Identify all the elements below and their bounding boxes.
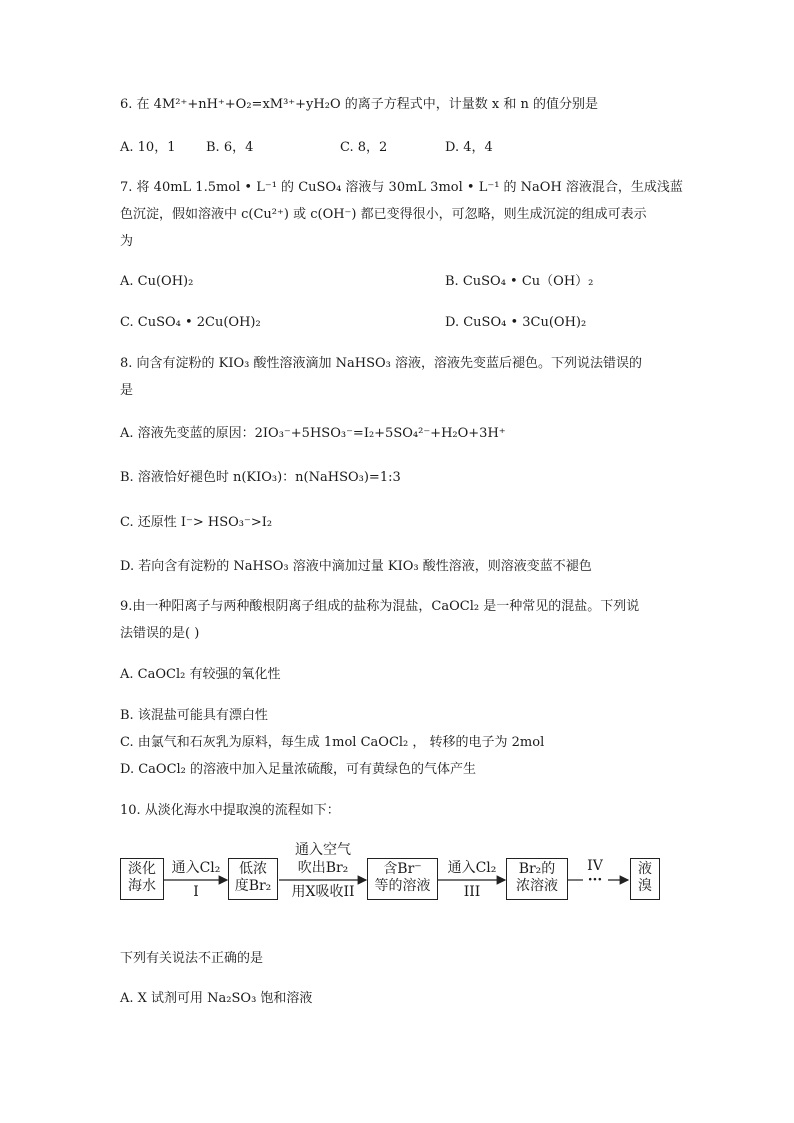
flow-arrow-4-dots: ···: [587, 872, 603, 888]
q10-question: 下列有关说法不正确的是: [120, 951, 264, 966]
flow-arrow-2-top-label-1: 通入空气: [295, 842, 351, 858]
q8-option-a: A. 溶液先变蓝的原因：2IO₃⁻+5HSO₃⁻=I₂+5SO₄²⁻+H₂O+3H⁺: [120, 426, 506, 441]
q9-option-b: B. 该混盐可能具有漂白性: [120, 708, 268, 723]
flow-box-5-line1: 液: [638, 861, 652, 877]
flow-box-3-line1: 含Br⁻: [383, 861, 422, 877]
flow-box-liquid-bromine: [630, 858, 660, 900]
q7-option-a: A. Cu(OH)₂: [120, 274, 194, 289]
q6-option-d: D. 4，4: [445, 140, 493, 155]
bromine-extraction-flowchart: [120, 840, 665, 910]
q6-option-c: C. 8，2: [340, 140, 388, 155]
flow-arrow-1-top-label: 通入Cl₂: [171, 860, 221, 876]
flow-box-5-line2: 溴: [638, 878, 652, 894]
q7-option-d: D. CuSO₄ • 3Cu(OH)₂: [445, 315, 587, 330]
flow-arrow-3-top-label: 通入Cl₂: [447, 860, 497, 876]
flow-box-conc-bromine-solution: [506, 858, 568, 900]
flow-box-4-line1: Br₂的: [518, 861, 556, 877]
flow-arrow-1-bottom-label: I: [193, 884, 199, 900]
flow-box-desalted-seawater: [120, 858, 164, 900]
flow-box-3-line2: 等的溶液: [374, 878, 431, 894]
q7-option-c: C. CuSO₄ • 2Cu(OH)₂: [120, 315, 261, 330]
q8-option-c: C. 还原性 I⁻> HSO₃⁻>I₂: [120, 515, 273, 530]
flow-box-2-line1: 低浓: [239, 861, 267, 877]
flow-box-bromide-solution: [367, 858, 438, 900]
flow-box-1-line1: 淡化: [128, 861, 156, 877]
flow-box-1-line2: 海水: [128, 878, 156, 894]
q9-stem-line2: 法错误的是( ): [120, 626, 200, 641]
q10-stem: 10. 从淡化海水中提取溴的流程如下：: [120, 803, 340, 818]
q8-option-d: D. 若向含有淀粉的 NaHSO₃ 溶液中滴加过量 KIO₃ 酸性溶液，则溶液变蓝不褪色: [120, 559, 592, 574]
flow-box-low-conc-bromine: [228, 858, 278, 900]
q9-option-d: D. CaOCl₂ 的溶液中加入足量浓硫酸，可有黄绿色的气体产生: [120, 762, 477, 777]
q6-option-b: B. 6，4: [206, 140, 254, 155]
q10-option-a: A. X 试剂可用 Na₂SO₃ 饱和溶液: [120, 991, 313, 1006]
q7-stem-line1: 7. 将 40mL 1.5mol • L⁻¹ 的 CuSO₄ 溶液与 30mL 3mol • L⁻¹ 的 NaOH 溶液混合，生成浅蓝: [120, 180, 683, 195]
q6-stem: 6. 在 4M²⁺+nH⁺+O₂=xM³⁺+yH₂O 的离子方程式中，计量数 x 和 n 的值分别是: [120, 97, 598, 112]
q8-stem-line2: 是: [120, 383, 134, 398]
q8-option-b: B. 溶液恰好褪色时 n(KIO₃)：n(NaHSO₃)=1:3: [120, 470, 401, 485]
flow-box-4-line2: 浓溶液: [516, 878, 558, 894]
q9-option-c: C. 由氯气和石灰乳为原料，每生成 1mol CaOCl₂ ， 转移的电子为 2mol: [120, 735, 545, 750]
flow-arrow-4-top-label: IV: [587, 858, 603, 874]
q9-option-a: A. CaOCl₂ 有较强的氧化性: [120, 667, 281, 682]
flow-arrow-3-bottom-label: III: [463, 884, 481, 900]
flow-arrow-2-bottom-label: 用X吸收II: [291, 884, 355, 900]
q7-stem-line2: 色沉淀，假如溶液中 c(Cu²⁺) 或 c(OH⁻) 都已变得很小，可忽略，则生成沉淀的组成可表示: [120, 207, 647, 222]
flow-box-2-line2: 度Br₂: [234, 878, 272, 894]
q7-option-b: B. CuSO₄ • Cu（OH）₂: [445, 274, 594, 289]
q8-stem-line1: 8. 向含有淀粉的 KIO₃ 酸性溶液滴加 NaHSO₃ 溶液，溶液先变蓝后褪色。下列说法错误的: [120, 356, 643, 371]
q6-option-a: A. 10，1: [120, 140, 176, 155]
q7-stem-line3: 为: [120, 234, 134, 249]
q9-stem-line1: 9.由一种阳离子与两种酸根阴离子组成的盐称为混盐，CaOCl₂ 是一种常见的混盐。下列说: [120, 599, 640, 614]
flow-arrow-2-top-label-2: 吹出Br₂: [297, 860, 349, 876]
